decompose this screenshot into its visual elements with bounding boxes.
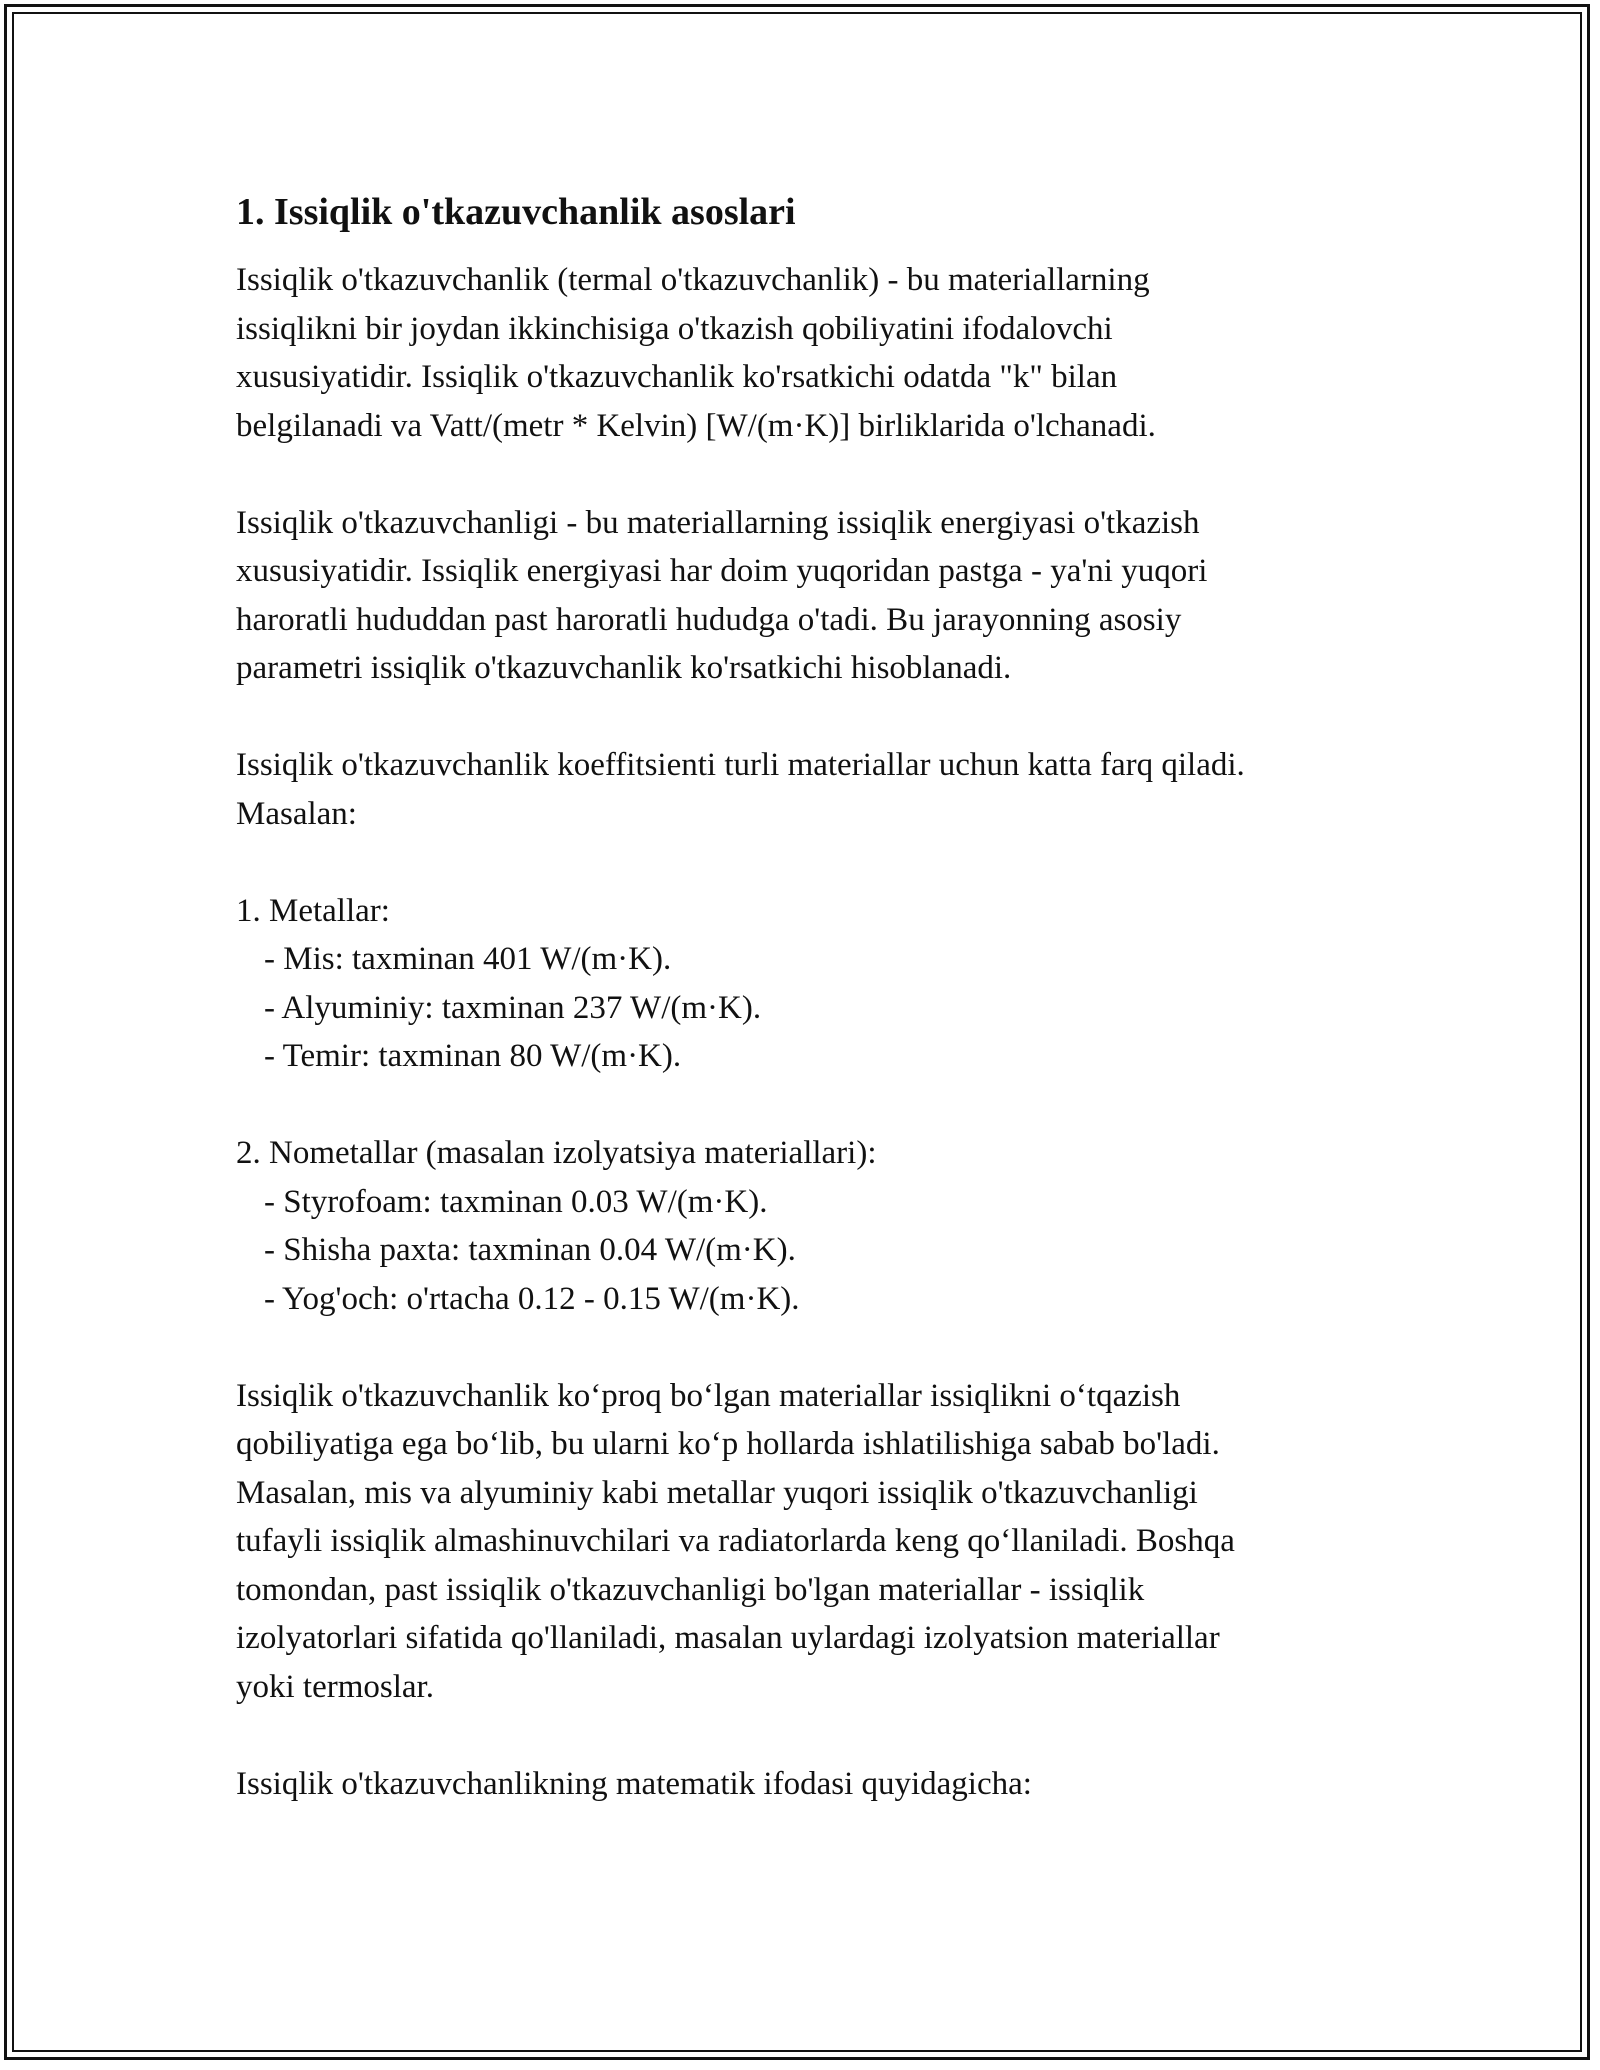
paragraph-applications [236, 1372, 1386, 1712]
paragraph-line: Issiqlik o'tkazuvchanlik (termal o'tkazuvchanlik) - bu materiallarning [236, 262, 1150, 298]
paragraph-line: issiqlikni bir joydan ikkinchisiga o'tkazish qobiliyatini ifodalovchi [236, 310, 1113, 347]
document-body [236, 188, 1386, 1857]
list-nonmetals [236, 1129, 1386, 1323]
list-item: - Alyuminiy: taxminan 237 W/(m·K). [264, 989, 762, 1026]
paragraph-line: haroratli hududdan past haroratli hududga o'tadi. Bu jarayonning asosiy [236, 601, 1182, 638]
list-metals [236, 887, 1386, 1081]
list-item: - Mis: taxminan 401 W/(m·K). [264, 941, 672, 977]
list-item: - Temir: taxminan 80 W/(m·K). [264, 1038, 682, 1074]
paragraph-line: Issiqlik o'tkazuvchanligi - bu materiallarning issiqlik energiyasi o'tkazish [236, 504, 1200, 541]
list-heading: 1. Metallar: [236, 892, 390, 929]
paragraph-line: tomondan, past issiqlik o'tkazuvchanligi bo'lgan materiallar - issiqlik [236, 1571, 1145, 1608]
paragraph-line: Issiqlik o'tkazuvchanlik ko‘proq bo‘lgan materiallar issiqlikni o‘tqazish [236, 1377, 1181, 1414]
paragraph-line: belgilanadi va Vatt/(metr * Kelvin) [W/(m·K)] birliklarida o'lchanadi. [236, 407, 1156, 444]
paragraph-definition [236, 256, 1386, 450]
paragraph-line: Issiqlik o'tkazuvchanlikning matematik ifodasi quyidagicha: [236, 1765, 1032, 1802]
paragraph-line: Issiqlik o'tkazuvchanlik koeffitsienti turli materiallar uchun katta farq qiladi. [236, 747, 1245, 783]
list-item: - Styrofoam: taxminan 0.03 W/(m·K). [264, 1183, 768, 1220]
paragraph-math-intro [236, 1760, 1386, 1809]
paragraph-coefficient [236, 741, 1386, 838]
paragraph-line: xususiyatidir. Issiqlik o'tkazuvchanlik ko'rsatkichi odatda "k" bilan [236, 359, 1118, 395]
paragraph-line: yoki termoslar. [236, 1668, 434, 1705]
paragraph-line: xususiyatidir. Issiqlik energiyasi har doim yuqoridan pastga - ya'ni yuqori [236, 553, 1208, 589]
paragraph-line: parametri issiqlik o'tkazuvchanlik ko'rsatkichi hisoblanadi. [236, 650, 1012, 686]
paragraph-line: Masalan: [236, 795, 357, 832]
paragraph-line: qobiliyatiga ega bo‘lib, bu ularni ko‘p hollarda ishlatilishiga sabab bo'ladi. [236, 1426, 1220, 1462]
list-heading: 2. Nometallar (masalan izolyatsiya materiallari): [236, 1135, 877, 1171]
section-title: 1. Issiqlik o'tkazuvchanlik asoslari [236, 191, 796, 233]
paragraph-line: Masalan, mis va alyuminiy kabi metallar yuqori issiqlik o'tkazuvchanligi [236, 1474, 1198, 1511]
paragraph-heat-transfer [236, 499, 1386, 693]
paragraph-line: tufayli issiqlik almashinuvchilari va radiatorlarda keng qo‘llaniladi. Boshqa [236, 1523, 1235, 1559]
list-item: - Shisha paxta: taxminan 0.04 W/(m·K). [264, 1232, 796, 1268]
list-item: - Yog'och: o'rtacha 0.12 - 0.15 W/(m·K). [264, 1280, 800, 1317]
paragraph-line: izolyatorlari sifatida qo'llaniladi, masalan uylardagi izolyatsion materiallar [236, 1620, 1220, 1656]
